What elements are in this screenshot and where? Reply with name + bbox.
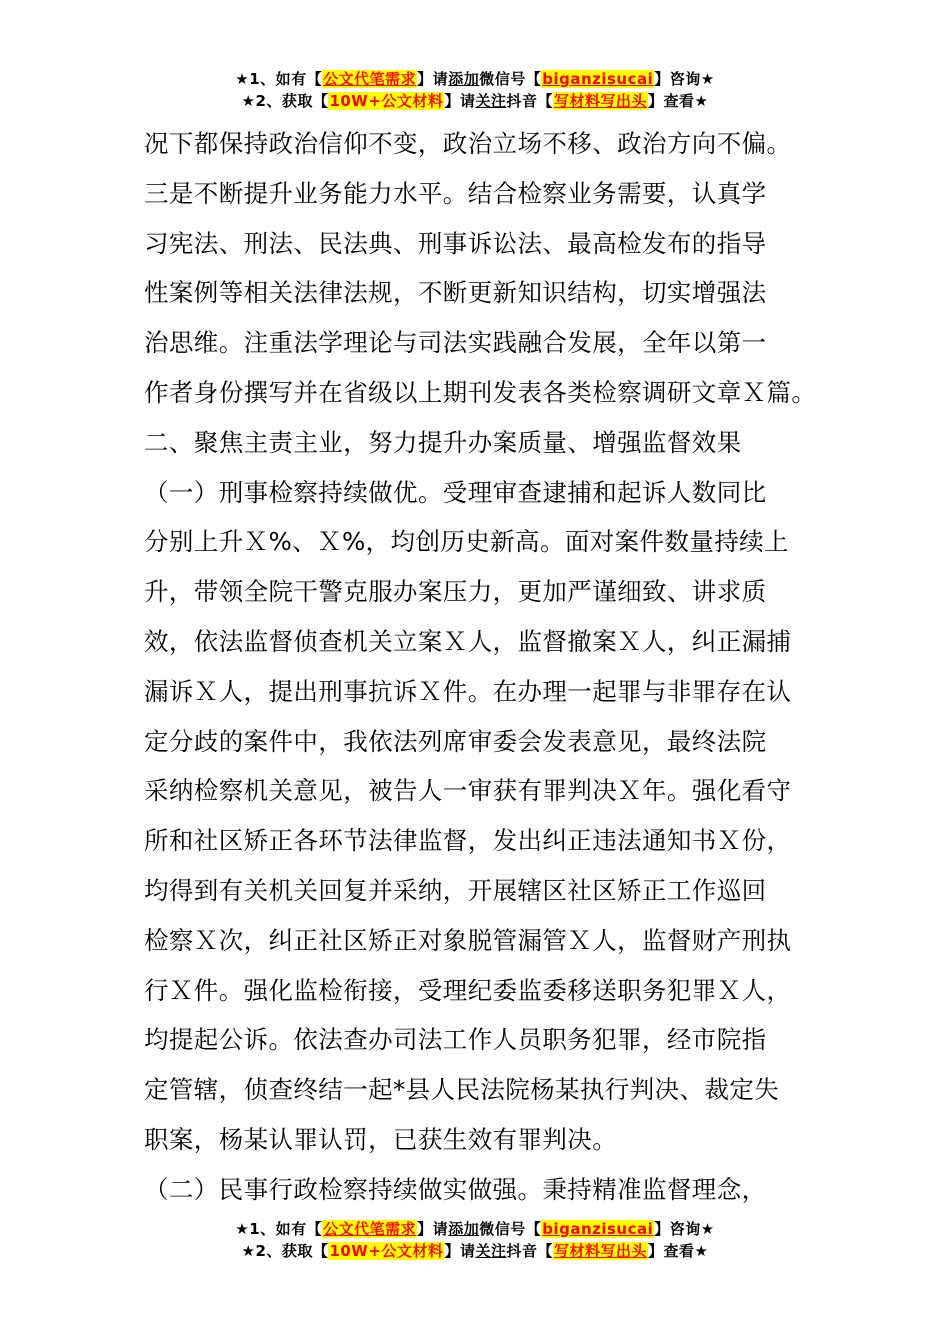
highlight-tag: 公文代笔需求 [323,1220,417,1238]
header-banner [0,68,950,112]
body-line: 效，依法监督侦查机关立案Ｘ人，监督撤案Ｘ人，纠正漏捕 [144,626,792,656]
body-line: 分别上升Ｘ%、Ｘ%，均创历史新高。面对案件数量持续上 [144,527,789,557]
body-line: 所和社区矫正各环节法律监督，发出纠正违法通知书Ｘ份， [144,826,792,856]
body-line: 检察Ｘ次，纠正社区矫正对象脱管漏管Ｘ人，监督财产刑执 [144,925,792,955]
body-line: 性案例等相关法律法规，不断更新知识结构，切实增强法 [144,278,767,308]
body-line: 漏诉Ｘ人，提出刑事抗诉Ｘ件。在办理一起罪与非罪存在认 [144,676,792,706]
body-line: 作者身份撰写并在省级以上期刊发表各类检察调研文章Ｘ篇。 [144,377,817,407]
body-line: 升，带领全院干警克服办案压力，更加严谨细致、讲求质 [144,577,767,607]
body-line: 三是不断提升业务能力水平。结合检察业务需要，认真学 [144,178,767,208]
highlight-tag: 公文代笔需求 [323,70,417,88]
body-line: 职案，杨某认罪认罚，已获生效有罪判决。 [144,1124,618,1154]
highlight-tag: 10W+公文材料 [329,1242,444,1260]
banner-line-2: ★2、获取【10W+公文材料】请关注抖音【写材料写出头】查看★ [241,1242,709,1260]
body-line: （二）民事行政检察持续做实做强。秉持精准监督理念， [144,1174,767,1204]
body-line: 定管辖，侦查终结一起*县人民法院杨某执行判决、裁定失 [144,1075,780,1105]
body-line: 采纳检察机关意见，被告人一审获有罪判决Ｘ年。强化看守 [144,776,792,806]
douyin-id-tag: 写材料写出头 [553,1242,647,1260]
body-line: （一）刑事检察持续做优。受理审查逮捕和起诉人数同比 [144,477,767,507]
wechat-id-tag: biganzisucai [542,1220,654,1238]
body-line: 均得到有关机关回复并采纳，开展辖区社区矫正工作巡回 [144,875,767,905]
body-line: 习宪法、刑法、民法典、刑事诉讼法、最高检发布的指导 [144,228,767,258]
douyin-id-tag: 写材料写出头 [553,92,647,110]
body-line: 均提起公诉。依法查办司法工作人员职务犯罪，经市院指 [144,1025,767,1055]
footer-banner [0,1218,950,1262]
body-line: 治思维。注重法学理论与司法实践融合发展，全年以第一 [144,328,767,358]
document-body [144,119,824,1215]
body-line: 况下都保持政治信仰不变，政治立场不移、政治方向不偏。 [144,129,792,158]
section-heading: 二、聚焦主责主业，努力提升办案质量、增强监督效果 [144,427,742,457]
highlight-tag: 10W+公文材料 [329,92,444,110]
wechat-id-tag: biganzisucai [542,70,654,88]
body-line: 行Ｘ件。强化监检衔接，受理纪委监委移送职务犯罪Ｘ人， [144,975,792,1005]
banner-line-1: ★1、如有【公文代笔需求】请添加微信号【biganzisucai】咨询★ [235,1220,715,1238]
banner-line-1: ★1、如有【公文代笔需求】请添加微信号【biganzisucai】咨询★ [235,70,715,88]
body-line: 定分歧的案件中，我依法列席审委会发表意见，最终法院 [144,726,767,756]
banner-line-2: ★2、获取【10W+公文材料】请关注抖音【写材料写出头】查看★ [241,92,709,110]
